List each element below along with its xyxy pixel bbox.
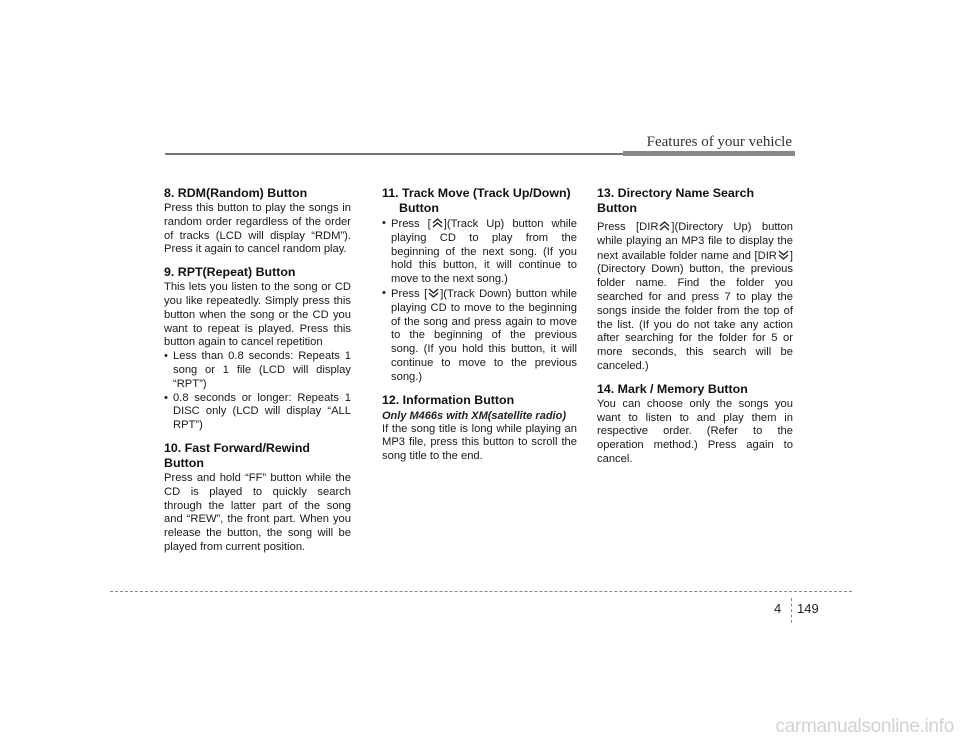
dir-part-1: Press [DIR [597,221,659,233]
double-chevron-up-icon [658,220,671,232]
track-down-bullet [382,287,577,385]
rpt-bullet-list [164,350,351,433]
header-rule [165,153,623,155]
header-bar [623,151,795,156]
rpt-heading: 9. RPT(Repeat) Button [164,265,296,280]
rpt-bullet-2: • 0.8 seconds or longer: Repeats 1 DISC only (LCD will display “ALL RPT”) [164,392,351,433]
track-bullet-list [382,217,577,385]
rpt-body: This lets you listen to the song or CD you like repeatedly. Simply press this button when the song or the CD you want to repeat is played. Press this button again to cancel repetition [164,281,351,349]
double-chevron-down-icon [777,249,790,261]
page-chapter: 4 [774,601,782,616]
dir-body [597,220,793,374]
mark-heading: 14. Mark / Memory Button [597,381,748,396]
column-3 [597,186,793,467]
track-heading: 11. Track Move (Track Up/Down) Button [382,186,571,215]
dir-part-3: ] (Directory Down) button, the previous folder name. Find the folder you searched for and press 7 to play the songs inside the folder from the top of the list. (If you do not take any action after searching for the folder for 5 or more seconds, this search will be canceled.) [597,249,793,372]
footer-rule [110,591,852,592]
rdm-body: Press this button to play the songs in random order regardless of the order of tracks (LCD will display “RDM”). Press it again to cancel random play. [164,202,351,256]
track-down-post: ](Track Down) button while playing CD to move to the beginning of the song and press again to move to the beginning of the previous song. (If you hold this button, it will continue to move to the previous song.) [391,287,577,383]
info-heading: 12. Information Button [382,392,515,407]
ff-heading: 10. Fast Forward/Rewind Button [164,440,310,470]
column-1 [164,186,351,555]
header-title: Features of your vehicle [646,134,792,150]
info-subheading: Only M466s with XM(satellite radio) [382,409,566,422]
ff-body: Press and hold “FF” button while the CD is played to quickly search through the latter part of the song and “REW”, the front part. When you release the button, the song will be played from current position. [164,471,351,553]
dir-heading: 13. Directory Name Search Button [597,186,755,215]
rdm-heading: 8. RDM(Random) Button [164,186,308,200]
track-up-pre: Press [ [391,218,431,230]
double-chevron-down-icon [427,287,440,299]
track-up-post: ](Track Up) button while playing CD to play from the beginning of the next song. (If you hold this button, it will continue to move to the next song.) [391,218,577,286]
dir-part-2: ](Directory Up) button while playing an MP3 file to display the next available folder name and [DIR [597,221,793,262]
info-body: If the song title is long while playing an MP3 file, press this button to scroll the song title to the end. [382,422,577,463]
rpt-bullet-1: • Less than 0.8 seconds: Repeats 1 song or 1 file (LCD will display “RPT”) [164,350,351,391]
mark-body: You can choose only the songs you want to listen to and play them in respective order. (Refer to the operation method.) Press again to cancel. [597,397,793,465]
track-up-bullet [382,217,577,287]
watermark: carmanualsonline.info [775,716,954,737]
page-number: 149 [797,601,819,616]
page-divider [791,598,792,623]
track-down-pre: Press [ [391,287,428,300]
double-chevron-up-icon [431,217,444,229]
column-2 [382,186,577,464]
